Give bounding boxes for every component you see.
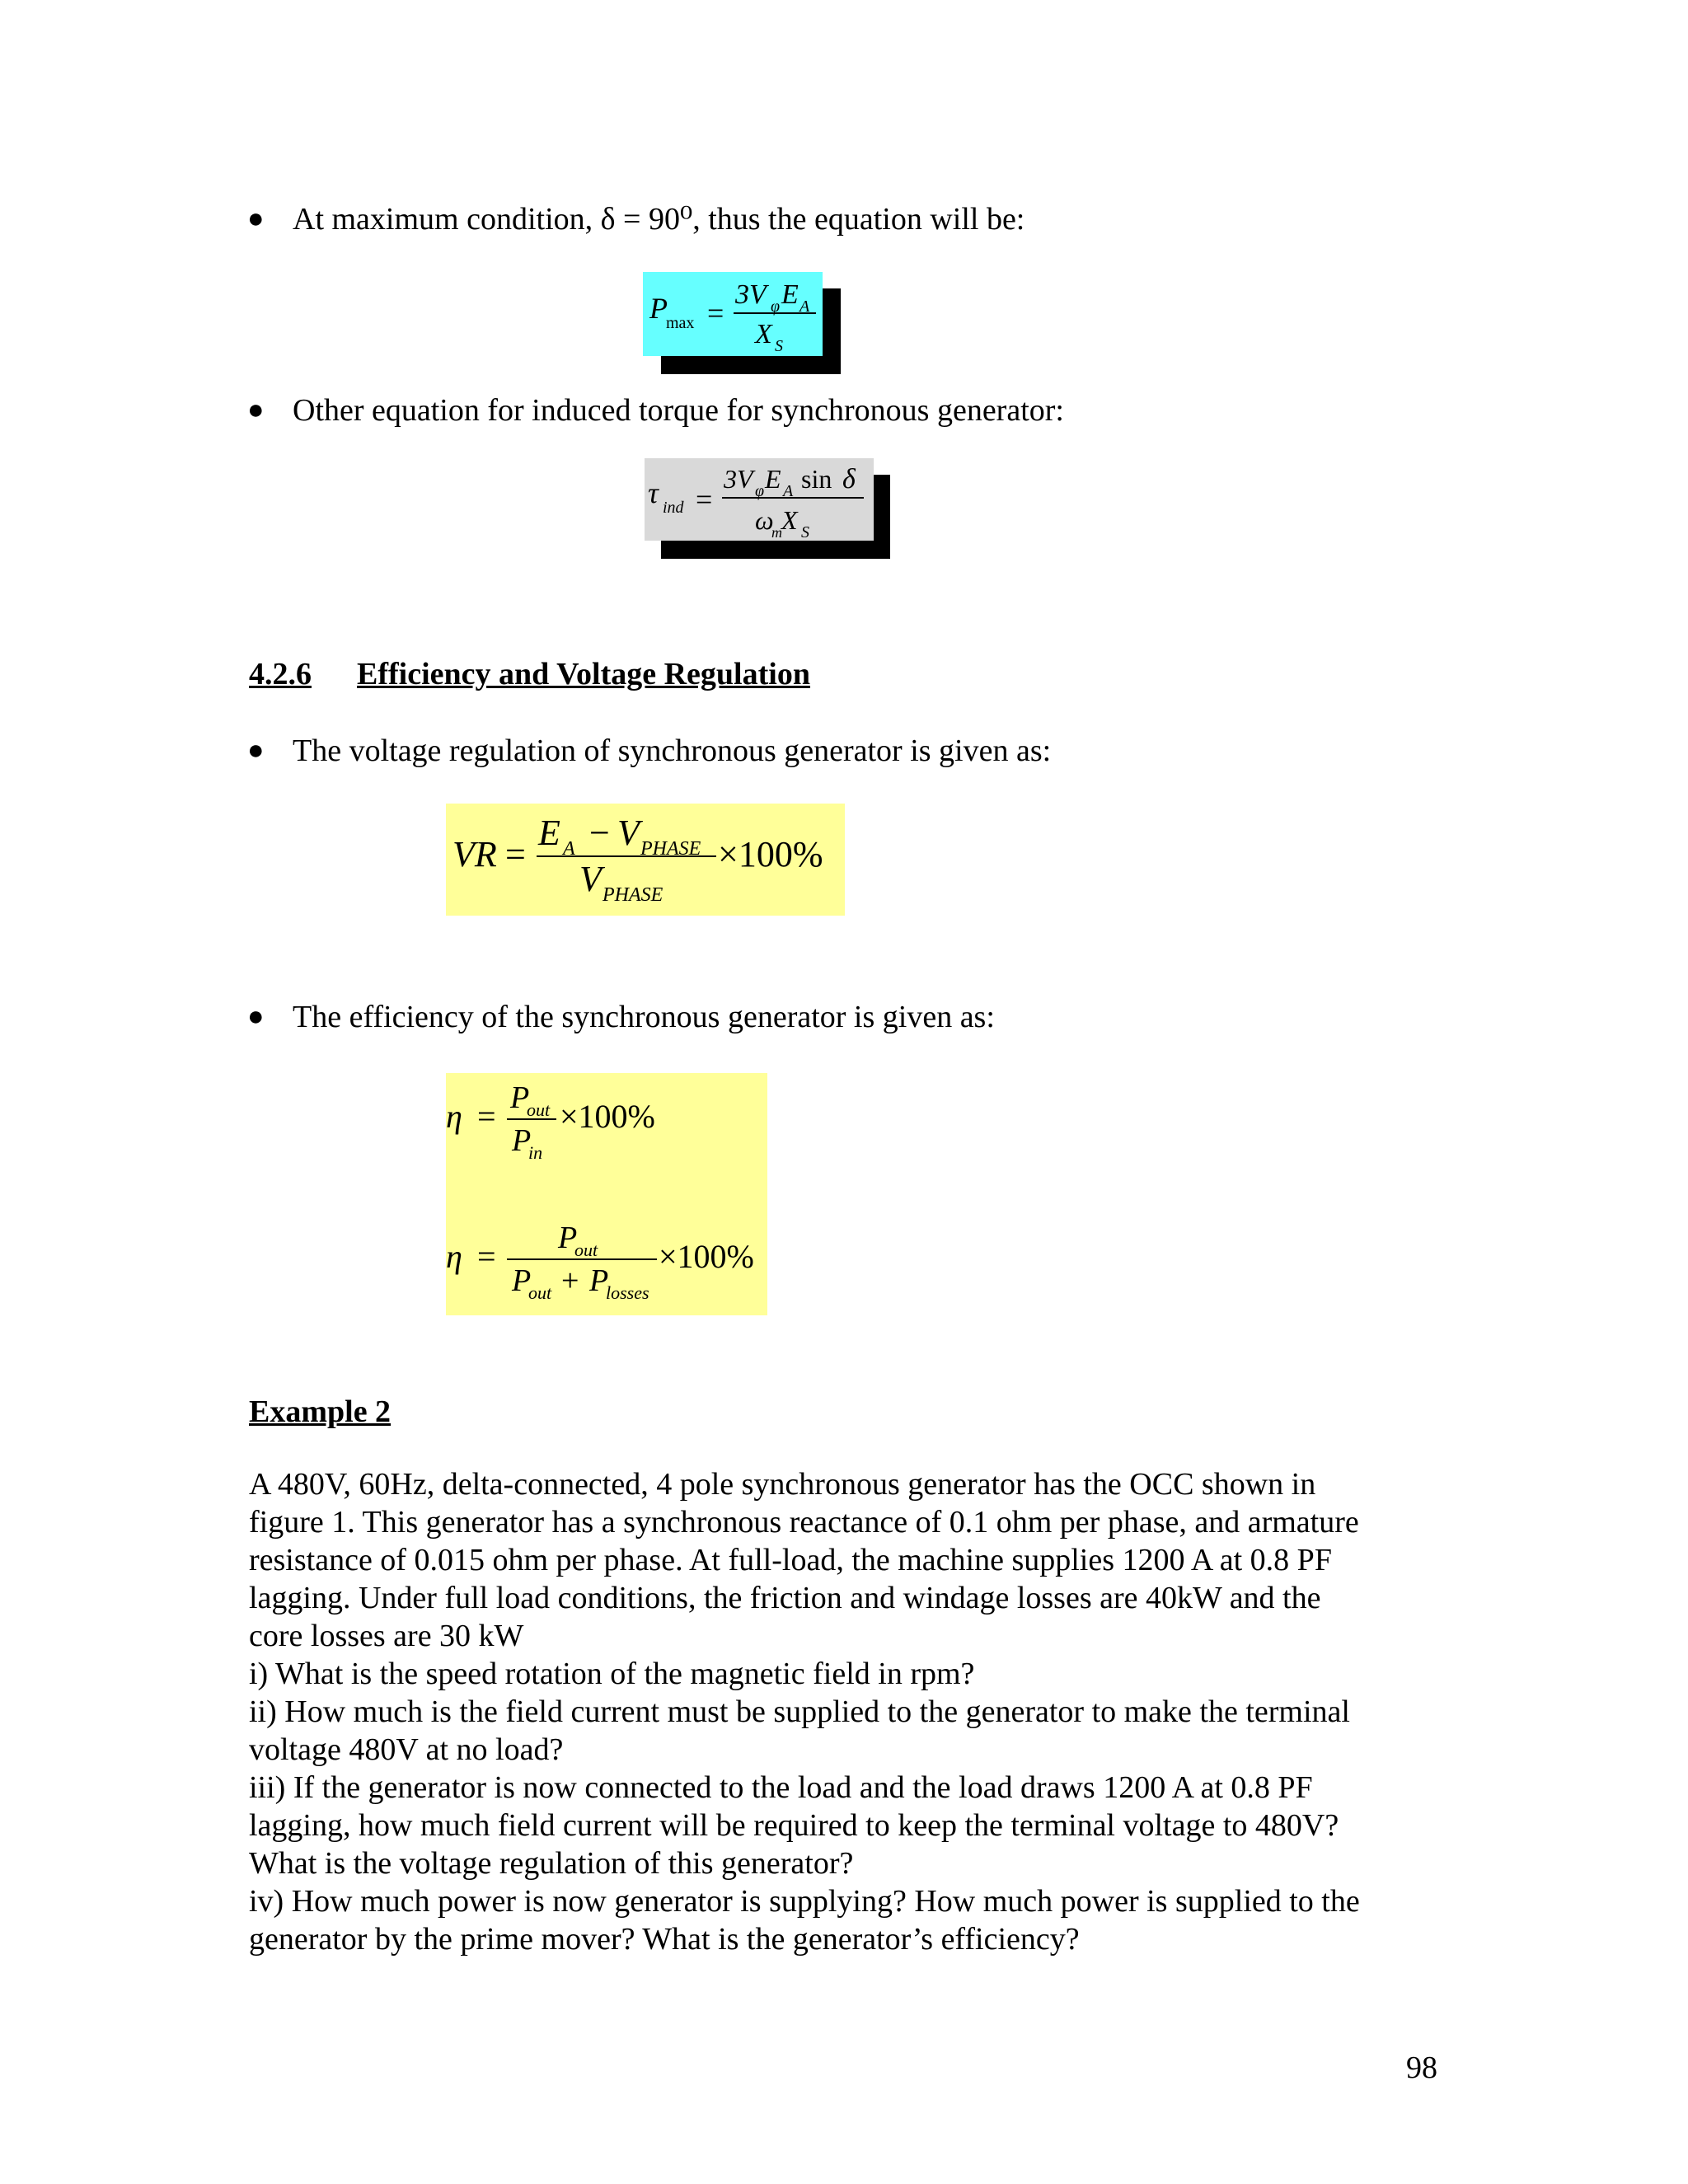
pmax-den: X bbox=[755, 319, 772, 349]
formula-pmax bbox=[643, 272, 841, 374]
vr-lhs: VR bbox=[452, 834, 497, 874]
example-line: ii) How much is the field current must be supplied to the generator to make the terminal bbox=[249, 1694, 1350, 1729]
bullet-dot: ● bbox=[247, 204, 265, 234]
bullet-text-voltage-regulation: The voltage regulation of synchronous generator is given as: bbox=[293, 733, 1052, 768]
bullet-dot: ● bbox=[247, 395, 265, 425]
pmax-den-sub: S bbox=[775, 337, 783, 355]
example-line: A 480V, 60Hz, delta-connected, 4 pole synchronous generator has the OCC shown in bbox=[249, 1467, 1316, 1502]
bullet-dot: ● bbox=[247, 735, 265, 766]
eta2-den-p1: P bbox=[512, 1263, 532, 1298]
torque-num-e: E bbox=[765, 464, 781, 494]
vr-minus: − bbox=[589, 813, 610, 853]
vr-num-e: E bbox=[538, 813, 560, 853]
torque-num-delta: δ bbox=[842, 464, 856, 494]
eta2-num: P bbox=[558, 1221, 578, 1255]
formula-voltage-regulation bbox=[446, 804, 845, 916]
example-line: generator by the prime mover? What is the generator’s efficiency? bbox=[249, 1922, 1080, 1957]
vr-times: ×100% bbox=[718, 834, 823, 874]
pmax-num: 3V bbox=[735, 279, 767, 310]
torque-num: 3V bbox=[724, 464, 753, 494]
eta2-plus: + bbox=[561, 1263, 579, 1298]
bullet-text-torque: Other equation for induced torque for synchronous generator: bbox=[293, 393, 1064, 428]
eta2-den-p2: P bbox=[589, 1263, 609, 1298]
formula-torque bbox=[645, 458, 890, 560]
eta2-den-p1-sub: out bbox=[528, 1282, 552, 1303]
eta2-lhs: η bbox=[446, 1238, 462, 1275]
example-line: i) What is the speed rotation of the magnetic field in rpm? bbox=[249, 1657, 975, 1691]
svg-text:=: = bbox=[696, 483, 713, 516]
svg-text:=: = bbox=[477, 1238, 496, 1275]
torque-lhs: τ bbox=[648, 476, 659, 509]
torque-den-x-sub: S bbox=[801, 523, 809, 541]
example-paragraph bbox=[249, 1465, 1452, 1958]
vr-den-v: V bbox=[579, 859, 602, 899]
example-line: resistance of 0.015 ohm per phase. At full-load, the machine supplies 1200 A at 0.8 PF bbox=[249, 1543, 1332, 1577]
example-line: lagging, how much field current will be required to keep the terminal voltage to 480V? bbox=[249, 1808, 1339, 1843]
section-number: 4.2.6 bbox=[249, 657, 312, 691]
example-title: Example 2 bbox=[249, 1394, 392, 1429]
svg-text:=: = bbox=[707, 297, 724, 330]
eta2-times: ×100% bbox=[659, 1238, 754, 1275]
bullet-text-max-condition: At maximum condition, δ = 90⁰, thus the equation will be: bbox=[293, 202, 1025, 237]
svg-text:=: = bbox=[477, 1098, 496, 1135]
pmax-lhs: P bbox=[649, 292, 668, 325]
pmax-num-phi: φ bbox=[771, 298, 781, 316]
example-line: iii) If the generator is now connected to the load and the load draws 1200 A at 0.8 PF bbox=[249, 1770, 1313, 1805]
torque-num-phi: φ bbox=[755, 482, 765, 500]
eta1-den: P bbox=[512, 1123, 532, 1158]
torque-den-omega-sub: m bbox=[771, 524, 782, 541]
page-number: 98 bbox=[1406, 2050, 1437, 2085]
pmax-lhs-sub: max bbox=[666, 314, 695, 332]
example-line: figure 1. This generator has a synchronous reactance of 0.1 ohm per phase, and armature bbox=[249, 1505, 1359, 1540]
eta1-den-sub: in bbox=[528, 1142, 543, 1163]
eta1-lhs: η bbox=[446, 1098, 462, 1135]
eta2-num-sub: out bbox=[574, 1240, 598, 1260]
torque-den-omega: ω bbox=[755, 505, 774, 535]
vr-num-e-sub: A bbox=[563, 838, 575, 860]
example-line: voltage 480V at no load? bbox=[249, 1732, 564, 1767]
vr-num-v-sub: PHASE bbox=[640, 838, 701, 860]
eta1-times: ×100% bbox=[560, 1098, 655, 1135]
vr-den-v-sub: PHASE bbox=[603, 884, 663, 906]
example-line: iv) How much power is now generator is supplying? How much power is supplied to the bbox=[249, 1884, 1360, 1919]
section-title: Efficiency and Voltage Regulation bbox=[357, 657, 810, 691]
formula-efficiency bbox=[446, 1073, 767, 1315]
svg-text:=: = bbox=[505, 834, 526, 874]
bullet-dot: ● bbox=[247, 1001, 265, 1032]
pmax-num-e: E bbox=[781, 279, 799, 310]
torque-den-x: X bbox=[781, 505, 798, 535]
torque-lhs-sub: ind bbox=[663, 499, 684, 517]
vr-num-v: V bbox=[617, 813, 640, 853]
bullet-text-efficiency: The efficiency of the synchronous generator is given as: bbox=[293, 1000, 995, 1034]
eta2-den-p2-sub: losses bbox=[606, 1282, 649, 1303]
example-line: What is the voltage regulation of this generator? bbox=[249, 1846, 854, 1881]
eta1-num-sub: out bbox=[527, 1099, 551, 1120]
pmax-num-e-sub: A bbox=[799, 298, 810, 316]
example-line: core losses are 30 kW bbox=[249, 1619, 524, 1653]
example-line: lagging. Under full load conditions, the friction and windage losses are 40kW and the bbox=[249, 1581, 1321, 1615]
eta1-num: P bbox=[510, 1080, 530, 1115]
torque-num-sin: sin bbox=[801, 464, 832, 494]
torque-num-e-sub: A bbox=[783, 482, 794, 500]
